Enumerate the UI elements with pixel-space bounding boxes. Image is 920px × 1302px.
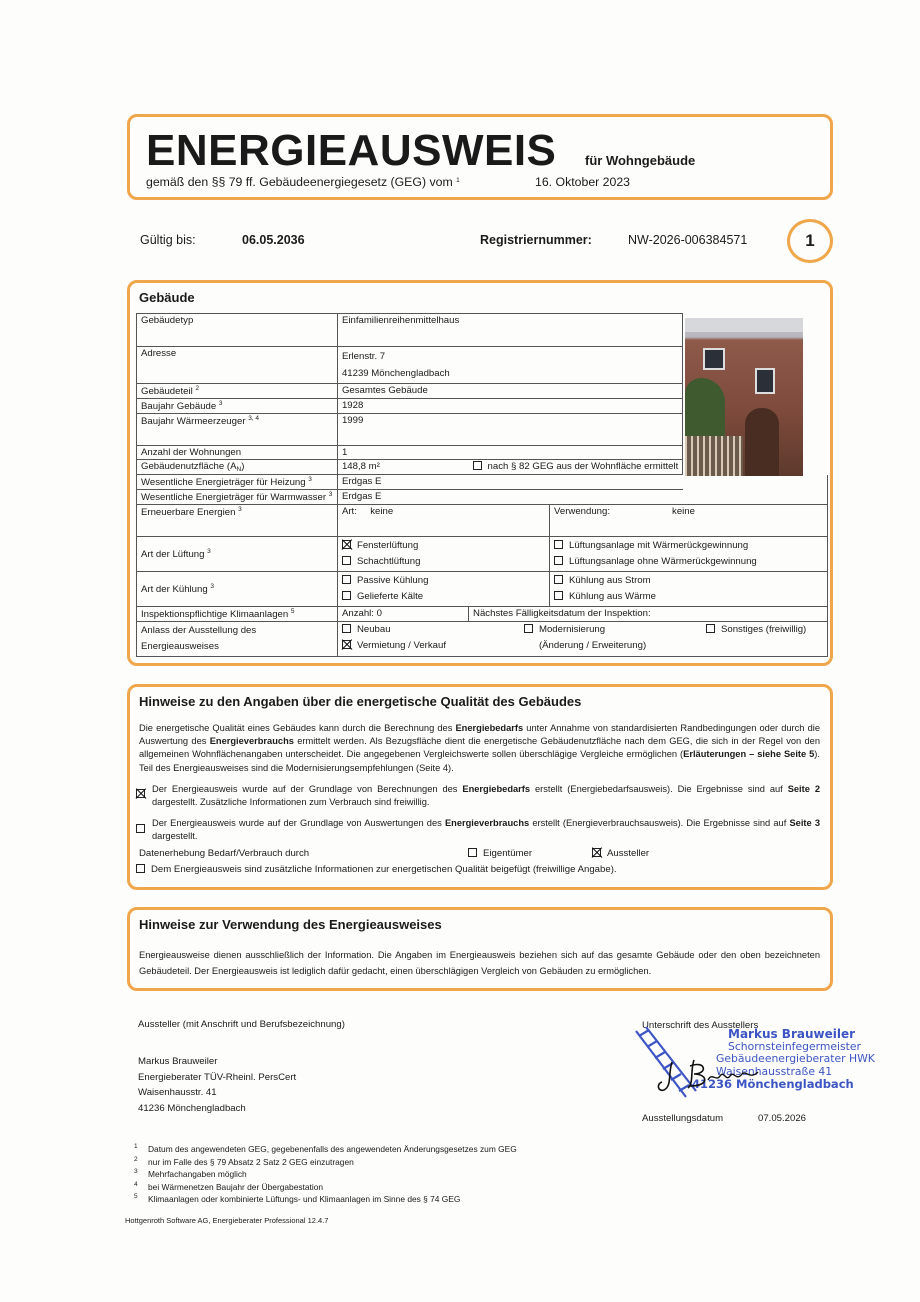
value-baujahr-gebaeude: 1928 xyxy=(337,399,682,414)
option-aussteller[interactable]: Aussteller xyxy=(592,848,649,859)
nutzflaeche-checkbox[interactable] xyxy=(473,461,482,470)
stamp-street: Waisenhausstraße 41 xyxy=(716,1064,833,1078)
option-modernisierung[interactable]: Modernisierung xyxy=(524,624,605,635)
checkbox-passive-kuehlung[interactable] xyxy=(342,575,351,584)
footnote-item: 4 bei Wärmenetzen Baujahr der Übergabestation xyxy=(134,1180,324,1192)
checkbox-sonstiges[interactable] xyxy=(706,624,715,633)
validity-label: Gültig bis: xyxy=(140,233,196,247)
label-kuehlung: Art der Kühlung $^3$ xyxy=(137,572,338,607)
option-passive-kuehlung[interactable]: Passive Kühlung xyxy=(342,573,545,589)
checkbox-gelieferte-kaelte[interactable] xyxy=(342,591,351,600)
law-date: 16. Oktober 2023 xyxy=(535,175,631,189)
data-collection-label: Datenerhebung Bedarf/Verbrauch durch xyxy=(139,848,310,859)
stamp-name: Markus Brauweiler xyxy=(728,1027,856,1041)
bedarfsausweis-text: Der Energieausweis wurde auf der Grundlage von Berechnungen des Energiebedarfs erstellt (Energiebedarfsausweis). Die Ergebnisse sind auf Seite 2 dargestellt. Zusätzliche Informationen zum Verbrauch sind freiwillig. xyxy=(152,784,820,808)
option-vermietung-verkauf[interactable]: Vermietung / Verkauf xyxy=(342,640,446,651)
document-subtitle: für Wohngebäude xyxy=(585,153,696,168)
stamp-city: 41236 Mönchengladbach xyxy=(692,1077,854,1091)
issue-date-label: Ausstellungsdatum xyxy=(642,1113,724,1124)
issuer-address xyxy=(138,1054,296,1116)
usage-hints-title: Hinweise zur Verwendung des Energieausweises xyxy=(139,917,442,932)
footnote-item: 3 Mehrfachangaben möglich xyxy=(134,1168,247,1180)
page-number-badge xyxy=(787,219,833,263)
checkbox-neubau[interactable] xyxy=(342,624,351,633)
value-gebaeudeteil: Gesamtes Gebäude xyxy=(337,384,682,399)
checkbox-kuehlung-waerme[interactable] xyxy=(554,591,563,600)
option-bedarfsausweis[interactable] xyxy=(136,784,151,802)
validity-date: 06.05.2036 xyxy=(242,233,305,247)
registration-label: Registriernummer: xyxy=(480,233,592,247)
option-gelieferte-kaelte[interactable]: Gelieferte Kälte xyxy=(342,589,545,605)
value-klimaanlagen-anzahl: Anzahl: 0 xyxy=(337,607,468,622)
footnote-item: 2 nur im Falle des § 79 Absatz 2 Satz 2 GEG einzutragen xyxy=(134,1155,354,1167)
label-energietraeger-heizung: Wesentliche Energieträger für Heizung $^3$ xyxy=(137,475,338,490)
label-adresse: Adresse xyxy=(137,347,338,384)
registration-number: NW-2026-006384571 xyxy=(628,233,748,247)
option-schachtlueftung[interactable]: Schachtlüftung xyxy=(342,554,545,570)
issuer-label: Aussteller (mit Anschrift und Berufsbezeichnung) xyxy=(138,1019,345,1030)
issue-date-value: 07.05.2026 xyxy=(758,1113,807,1124)
issuer-name: Markus Brauweiler xyxy=(138,1056,218,1067)
document-title: ENERGIEAUSWEIS xyxy=(146,126,557,175)
anlass-options xyxy=(337,622,827,657)
checkbox-fensterlueftung[interactable] xyxy=(342,540,351,549)
page-number: 1 xyxy=(805,231,815,250)
address-street: Erlenstr. 7 xyxy=(341,351,386,362)
option-verbrauchsausweis[interactable] xyxy=(136,819,151,837)
lueftung-options-right xyxy=(550,537,828,572)
value-anzahl-wohnungen: 1 xyxy=(337,446,682,460)
address-city: 41239 Mönchengladbach xyxy=(341,368,450,379)
checkbox-zusatzinfo[interactable] xyxy=(136,864,145,873)
option-fensterlueftung[interactable]: Fensterlüftung xyxy=(342,538,545,554)
usage-hints-text: Energieausweise dienen ausschließlich der Information. Die Angaben im Energieausweis beziehen sich auf das gesamte Gebäude oder den oben bezeichneten Gebäudeteil. Der Energieausweis ist lediglich dafür gedacht, einen überschlägigen Vergleich von Gebäuden zu ermöglichen. xyxy=(139,950,820,976)
footnote-item: 5 Klimaanlagen oder kombinierte Lüftungs- und Klimaanlagen im Sinne des § 74 GEG xyxy=(134,1193,461,1205)
modernisierung-detail: (Änderung / Erweiterung) xyxy=(538,640,647,651)
issuer-city: 41236 Mönchengladbach xyxy=(138,1102,246,1114)
option-zusatzinfo[interactable]: Dem Energieausweis sind zusätzliche Informationen zur energetischen Qualität beigefügt (freiwillige Angabe). xyxy=(136,864,617,875)
checkbox-bedarfsausweis[interactable] xyxy=(136,789,145,798)
law-reference: gemäß den §§ 79 ff. Gebäudeenergiegesetz (GEG) vom $^1$ xyxy=(146,175,460,189)
option-kuehlung-strom[interactable]: Kühlung aus Strom xyxy=(554,573,823,589)
label-energietraeger-warmwasser: Wesentliche Energieträger für Warmwasser $^3$ xyxy=(137,490,338,505)
building-section-title: Gebäude xyxy=(139,290,195,305)
checkbox-aussteller[interactable] xyxy=(592,848,601,857)
kuehlung-options-right xyxy=(550,572,828,607)
value-erneuerbare-verwendung: Verwendung: keine xyxy=(550,505,828,537)
building-table xyxy=(136,313,828,657)
value-gebaeudetyp: Einfamilienreihenmittelhaus xyxy=(337,314,682,347)
signature-label: Unterschrift des Ausstellers xyxy=(642,1020,759,1031)
issuer-street: Waisenhausstr. 41 xyxy=(138,1087,217,1098)
checkbox-schachtlueftung[interactable] xyxy=(342,556,351,565)
handwritten-signature xyxy=(650,1052,770,1096)
checkbox-lueftung-ohne-wrg[interactable] xyxy=(554,556,563,565)
value-baujahr-waermeerzeuger: 1999 xyxy=(337,414,682,446)
nutzflaeche-note: nach § 82 GEG aus der Wohnfläche ermittelt xyxy=(469,460,683,475)
label-lueftung: Art der Lüftung $^3$ xyxy=(137,537,338,572)
option-eigentuemer[interactable]: Eigentümer xyxy=(468,848,532,859)
option-lueftung-mit-wrg[interactable]: Lüftungsanlage mit Wärmerückgewinnung xyxy=(554,538,823,554)
quality-hints-paragraph: Die energetische Qualität eines Gebäudes kann durch die Berechnung des Energiebedarfs unter Annahme von standardisierten Randbedingungen oder durch die Auswertung des Energieverbrauchs ermittelt werden. Als Bezugsfläche dient die energetische Gebäudenutzfläche nach dem GEG, die sich in der Regel von den allgemeinen Wohnflächenangaben unterscheidet. Die angegebenen Vergleichswerte sollen überschlägige Vergleiche ermöglichen (Erläuterungen – siehe Seite 5). Teil des Energieausweises sind die Modernisierungsempfehlungen (Seite 4). xyxy=(139,723,820,773)
label-anlass: Anlass der Ausstellung des Energieausweises xyxy=(137,622,338,657)
quality-hints-title: Hinweise zu den Angaben über die energetische Qualität des Gebäudes xyxy=(139,694,582,709)
issuer-title: Energieberater TÜV-Rheinl. PersCert xyxy=(138,1071,297,1083)
stamp-qualification: Gebäudeenergieberater HWK xyxy=(716,1052,875,1065)
label-anzahl-wohnungen: Anzahl der Wohnungen xyxy=(137,446,338,460)
value-nutzflaeche: 148,8 m² xyxy=(337,460,468,475)
option-sonstiges[interactable]: Sonstiges (freiwillig) xyxy=(706,624,806,635)
label-baujahr-waermeerzeuger: Baujahr Wärmeerzeuger $^{3, 4}$ xyxy=(137,414,338,446)
footnote-item: 1 Datum des angewendeten GEG, gegebenenfalls des angewendeten Änderungsgesetzes zum GEG xyxy=(134,1143,517,1154)
checkbox-vermietung-verkauf[interactable] xyxy=(342,640,351,649)
value-energietraeger-warmwasser: Erdgas E xyxy=(337,490,827,505)
label-gebaeudetyp: Gebäudetyp xyxy=(137,314,338,347)
label-gebaeudeteil: Gebäudeteil $^2$ xyxy=(137,384,338,399)
value-energietraeger-heizung: Erdgas E xyxy=(337,475,827,490)
kuehlung-options-left xyxy=(337,572,549,607)
label-klimaanlagen: Inspektionspflichtige Klimaanlagen $^5$ xyxy=(137,607,338,622)
label-nutzflaeche: Gebäudenutzfläche $(A_N)$ xyxy=(137,460,338,475)
checkbox-verbrauchsausweis[interactable] xyxy=(136,824,145,833)
label-baujahr-gebaeude: Baujahr Gebäude $^3$ xyxy=(137,399,338,414)
verbrauchsausweis-text: Der Energieausweis wurde auf der Grundlage von Auswertungen des Energieverbrauchs erstellt (Energieverbrauchsausweis). Die Ergebnisse sind auf Seite 3 dargestellt. xyxy=(152,818,820,842)
option-neubau[interactable]: Neubau xyxy=(342,624,391,635)
checkbox-eigentuemer[interactable] xyxy=(468,848,477,857)
option-lueftung-ohne-wrg[interactable]: Lüftungsanlage ohne Wärmerückgewinnung xyxy=(554,554,823,570)
stamp-profession: Schornsteinfegermeister xyxy=(728,1039,861,1053)
footnotes xyxy=(134,1142,634,1205)
checkbox-kuehlung-strom[interactable] xyxy=(554,575,563,584)
checkbox-modernisierung[interactable] xyxy=(524,624,533,633)
label-erneuerbare-energien: Erneuerbare Energien $^3$ xyxy=(137,505,338,537)
option-kuehlung-waerme[interactable]: Kühlung aus Wärme xyxy=(554,589,823,605)
software-credit: Hottgenroth Software AG, Energieberater Professional 12.4.7 xyxy=(125,1216,329,1225)
lueftung-options-left xyxy=(337,537,549,572)
value-adresse xyxy=(337,347,682,384)
value-inspektion-faelligkeit: Nächstes Fälligkeitsdatum der Inspektion: xyxy=(469,607,828,622)
value-erneuerbare-art: Art: keine xyxy=(337,505,549,537)
checkbox-lueftung-mit-wrg[interactable] xyxy=(554,540,563,549)
